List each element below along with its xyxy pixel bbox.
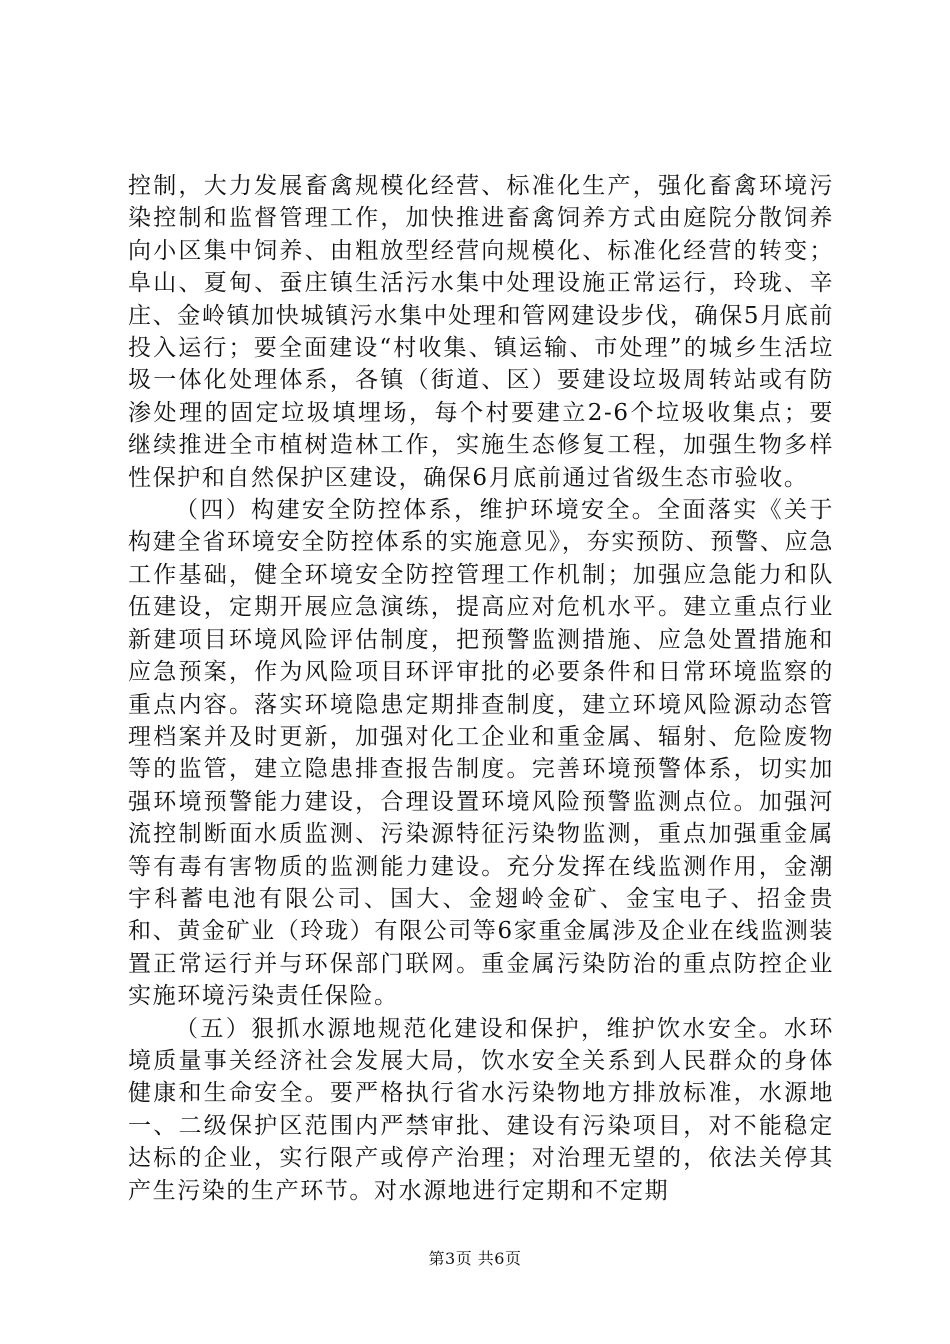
paragraph-continuation: 控制，大力发展畜禽规模化经营、标准化生产，强化畜禽环境污染控制和监督管理工作，加快推进畜禽饲养方式由庭院分散饲养向小区集中饲养、由粗放型经营向规模化、标准化经营的转变；阜山、夏甸、蚕庄镇生活污水集中处理设施正常运行，玲珑、辛庄、金岭镇加快城镇污水集中处理和管网建设步伐，确保5月底前投入运行；要全面建设“村收集、镇运输、市处理”的城乡生活垃圾一体化处理体系，各镇（街道、区）要建设垃圾周转站或有防渗处理的固定垃圾填埋场，每个村要建立2-6个垃圾收集点；要继续推进全市植树造林工作，实施生态修复工程，加强生物多样性保护和自然保护区建设，确保6月底前通过省级生态市验收。 [128, 173, 834, 491]
body-text [128, 170, 834, 1207]
page-number-footer: 第3页 共6页 [428, 1249, 522, 1268]
paragraph-section-5: （五）狠抓水源地规范化建设和保护，维护饮水安全。水环境质量事关经济社会发展大局，饮水安全关系到人民群众的身体健康和生命安全。要严格执行省水污染物地方排放标准，水源地一、二级保护区范围内严禁审批、建设有污染项目，对不能稳定达标的企业，实行限产或停产治理；对治理无望的，依法关停其产生污染的生产环节。对水源地进行定期和不定期 [128, 1015, 834, 1204]
paragraph-section-4: （四）构建安全防控体系，维护环境安全。全面落实《关于构建全省环境安全防控体系的实施意见》，夯实预防、预警、应急工作基础，健全环境安全防控管理工作机制；加强应急能力和队伍建设，定期开展应急演练，提高应对危机水平。建立重点行业新建项目环境风险评估制度，把预警监测措施、应急处置措施和应急预案，作为风险项目环评审批的必要条件和日常环境监察的重点内容。落实环境隐患定期排查制度，建立环境风险源动态管理档案并及时更新，加强对化工企业和重金属、辐射、危险废物等的监管，建立隐患排查报告制度。完善环境预警体系，切实加强环境预警能力建设，合理设置环境风险预警监测点位。加强河流控制断面水质监测、污染源特征污染物监测，重点加强重金属等有毒有害物质的监测能力建设。充分发挥在线监测作用，金潮宇科蓄电池有限公司、国大、金翅岭金矿、金宝电子、招金贵和、黄金矿业（玲珑）有限公司等6家重金属涉及企业在线监测装置正常运行并与环保部门联网。重金属污染防治的重点防控企业实施环境污染责任保险。 [128, 497, 834, 1010]
